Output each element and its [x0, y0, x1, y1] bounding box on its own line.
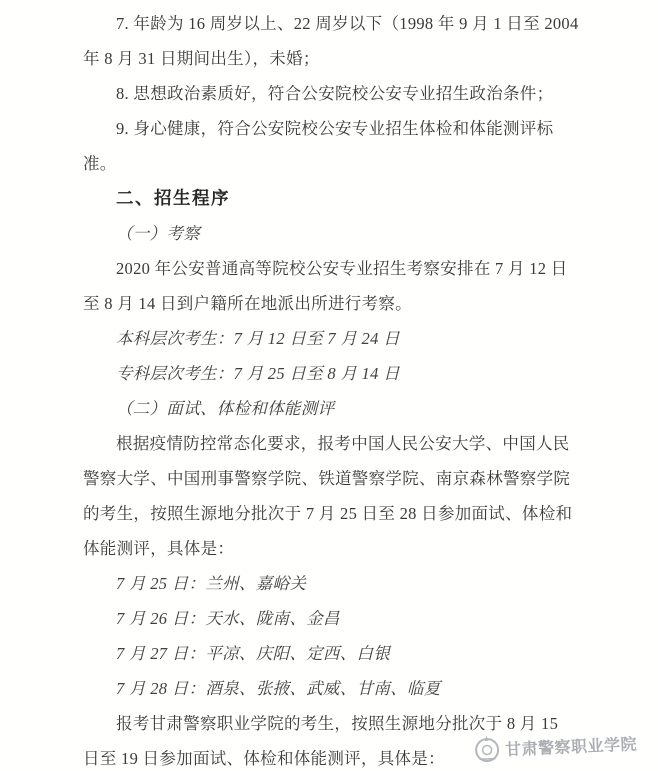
text-line: （二）面试、体检和体能测评	[116, 399, 335, 418]
text-line: 8. 思想政治素质好，符合公安院校公安专业招生政治条件；	[116, 84, 554, 103]
text-line: 专科层次考生：7 月 25 日至 8 月 14 日	[116, 364, 400, 383]
text-line: 7 月 28 日：酒泉、张掖、武威、甘南、临夏	[116, 679, 441, 698]
text-line: 年 8 月 31 日期间出生），未婚；	[83, 49, 320, 68]
text-line: 7 月 26 日：天水、陇南、金昌	[116, 609, 340, 628]
text-line: 报考甘肃警察职业学院的考生，按照生源地分批次于 8 月 15	[116, 714, 559, 733]
text-line: 至 8 月 14 日到户籍所在地派出所进行考察。	[83, 294, 412, 313]
watermark	[472, 726, 637, 765]
police-badge-icon	[472, 732, 501, 765]
text-line: 7. 年龄为 16 周岁以上、22 周岁以下（1998 年 9 月 1 日至 2004	[116, 14, 579, 33]
text-line: 的考生，按照生源地分批次于 7 月 25 日至 28 日参加面试、体检和	[83, 504, 573, 523]
text-line: 7 月 27 日：平凉、庆阳、定西、白银	[116, 644, 391, 663]
text-line: 7 月 25 日：兰州、嘉峪关	[116, 574, 307, 593]
text-line: 本科层次考生：7 月 12 日至 7 月 24 日	[116, 329, 400, 348]
text-line: （一）考察	[116, 224, 200, 243]
text-line: 9. 身心健康，符合公安院校公安专业招生体检和体能测评标	[116, 119, 554, 138]
text-line: 准。	[83, 154, 117, 173]
text-line: 体能测评，具体是：	[83, 539, 235, 558]
text-line: 二、招生程序	[116, 188, 230, 208]
text-line: 日至 19 日参加面试、体检和体能测评，具体是：	[83, 749, 445, 768]
text-line: 警察大学、中国刑事警察学院、铁道警察学院、南京森林警察学院	[83, 469, 571, 488]
watermark-text: 甘肃警察职业学院	[504, 735, 638, 759]
document-body	[83, 6, 593, 771]
text-line: 2020 年公安普通高等院校公安专业招生考察安排在 7 月 12 日	[116, 259, 568, 278]
text-line: 根据疫情防控常态化要求，报考中国人民公安大学、中国人民	[116, 434, 570, 453]
